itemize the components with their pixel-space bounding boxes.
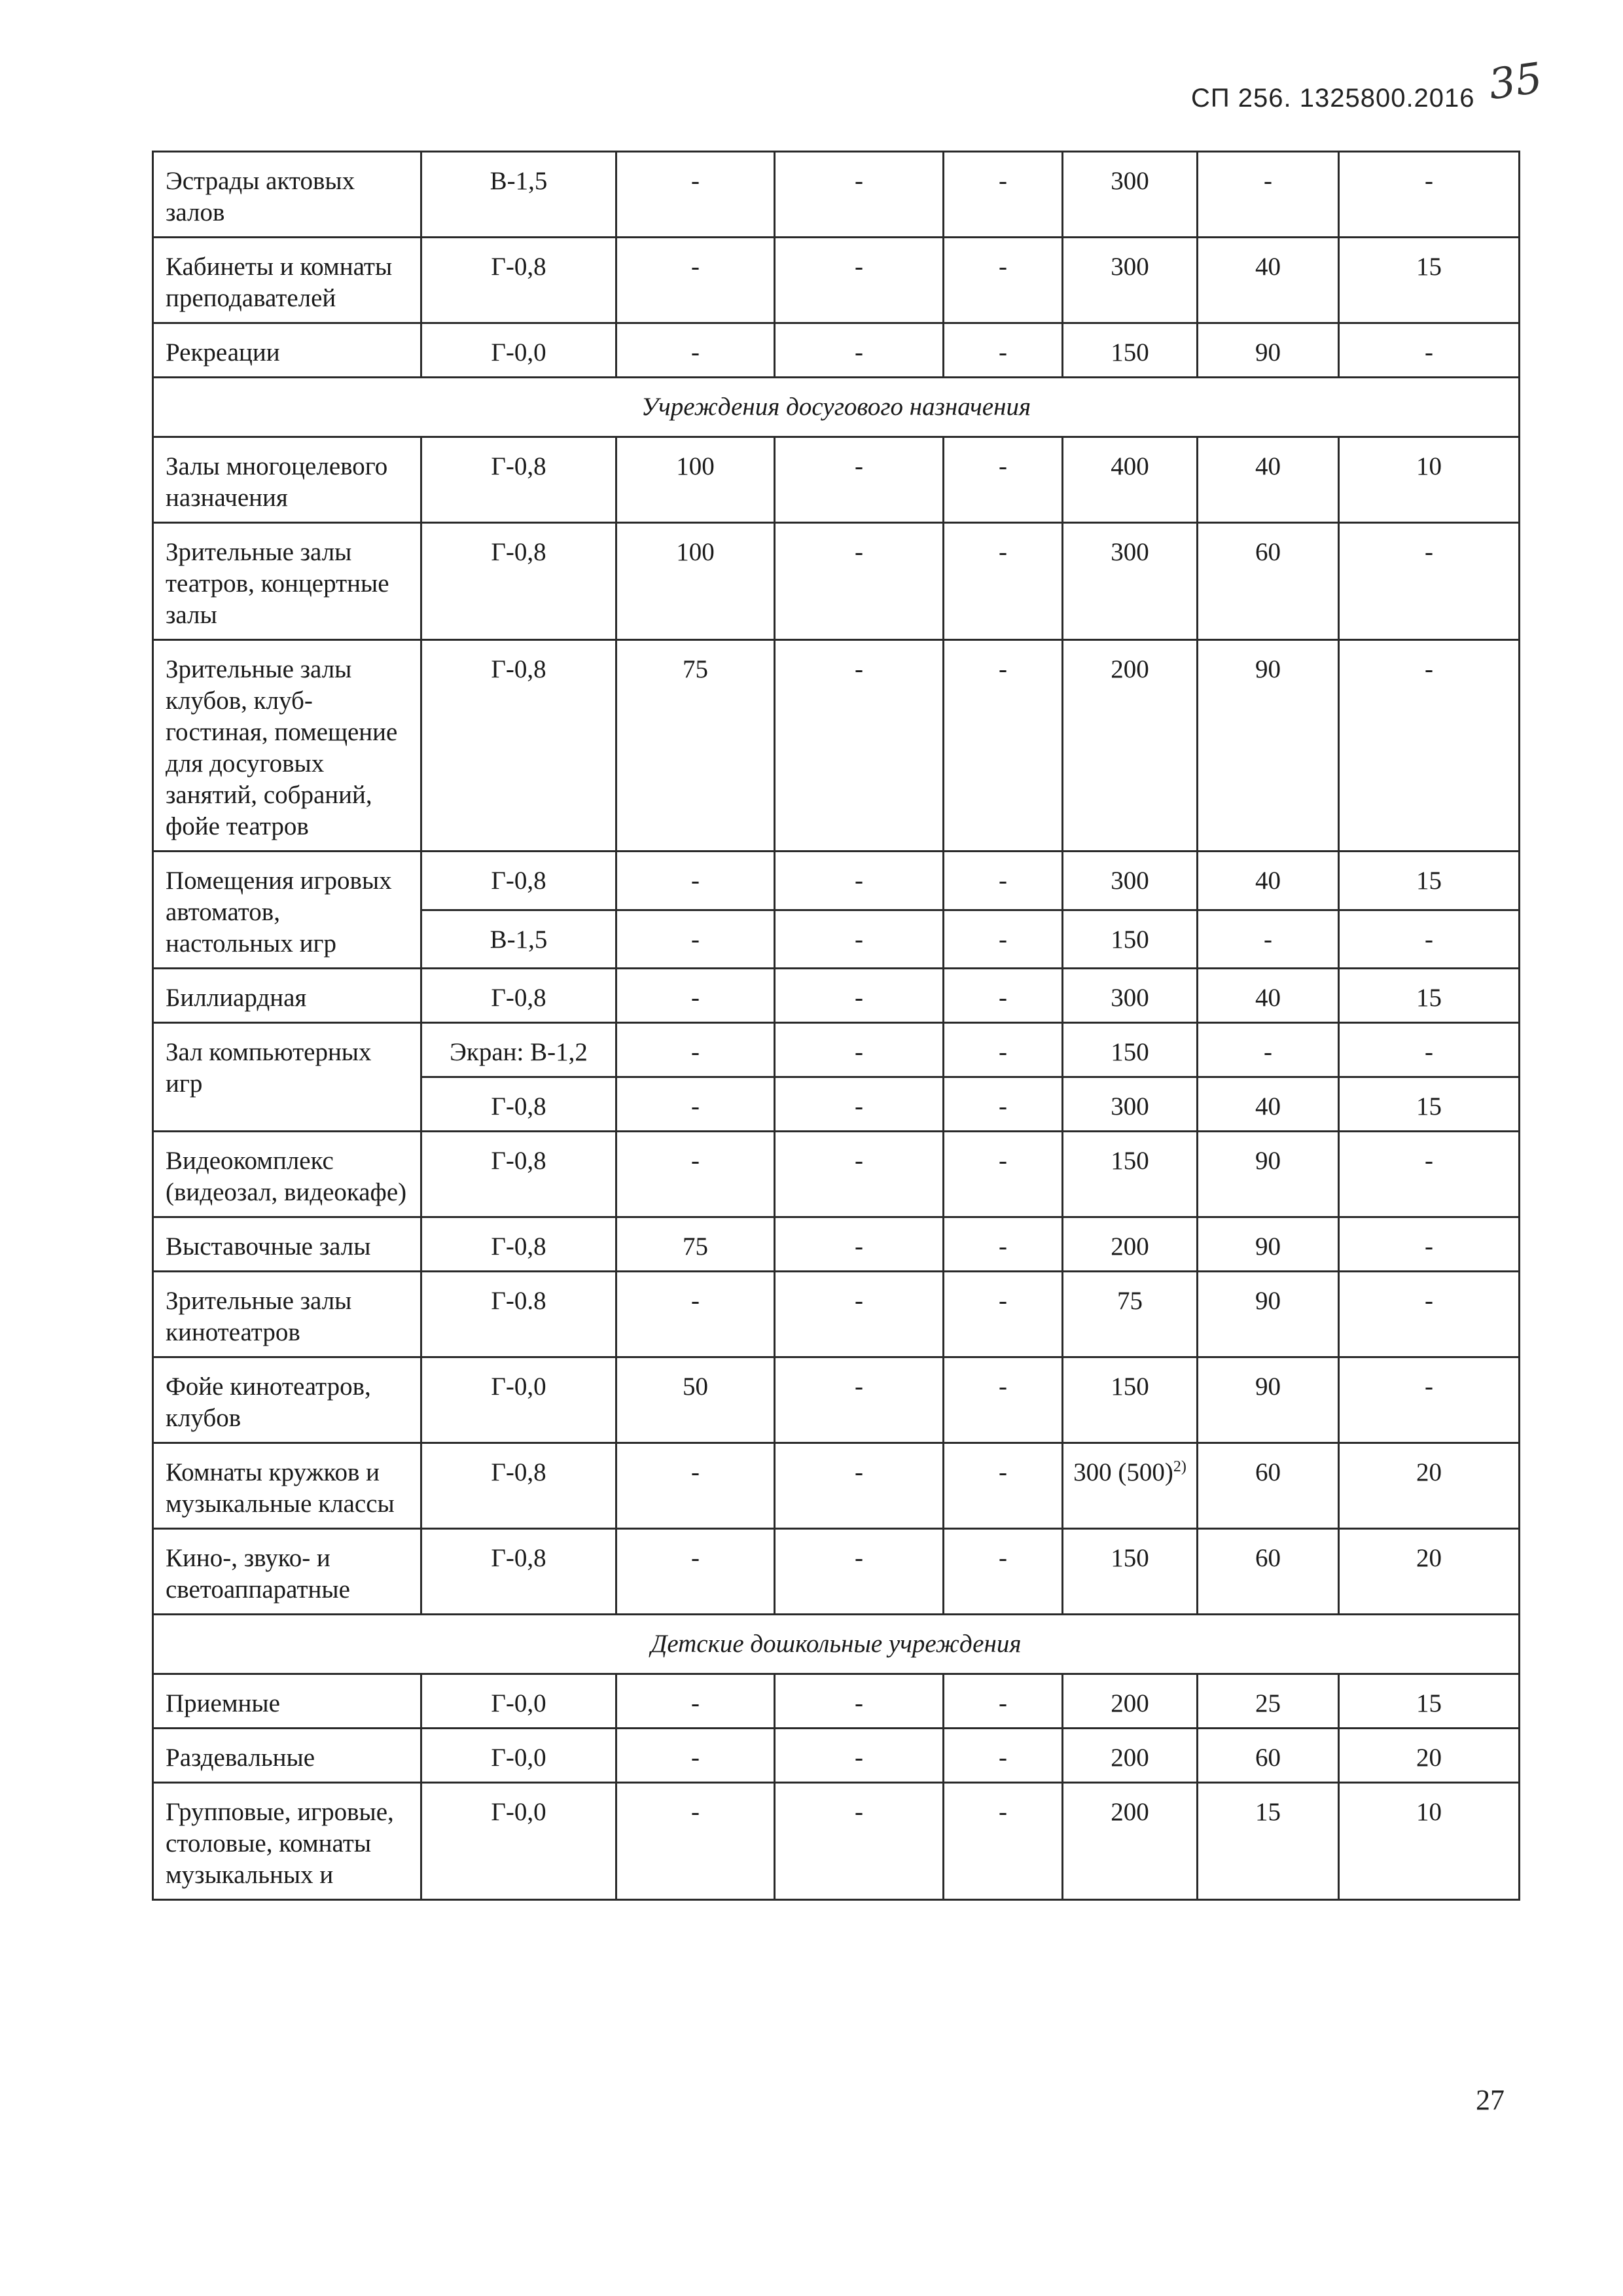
value-cell: Г-0,8 [421, 1217, 616, 1272]
table-row [153, 323, 1520, 378]
value-cell: 40 [1198, 437, 1339, 523]
value-cell: 60 [1198, 1443, 1339, 1529]
value-cell: - [944, 1443, 1063, 1529]
value-cell: - [944, 152, 1063, 238]
value-cell: 75 [1063, 1272, 1198, 1357]
value-cell: - [775, 437, 944, 523]
document-code: СП 256. 1325800.2016 [1191, 84, 1475, 113]
table-row [153, 852, 1520, 910]
value-cell: - [616, 852, 775, 910]
value-cell: - [1339, 1132, 1520, 1217]
room-type-cell: Залы многоцелевого назначения [153, 437, 421, 523]
value-cell: 60 [1198, 1529, 1339, 1615]
value-cell: - [775, 910, 944, 969]
value-cell: - [1339, 910, 1520, 969]
value-cell: - [944, 969, 1063, 1023]
value-cell: 60 [1198, 523, 1339, 640]
value-cell: - [944, 1729, 1063, 1783]
room-type-cell: Биллиардная [153, 969, 421, 1023]
value-cell: 15 [1339, 969, 1520, 1023]
value-cell: Г-0,8 [421, 852, 616, 910]
value-cell: - [616, 323, 775, 378]
value-cell: - [775, 238, 944, 323]
table-row [153, 1132, 1520, 1217]
value-cell: - [944, 523, 1063, 640]
value-cell: - [1339, 152, 1520, 238]
room-type-cell: Кабинеты и комнаты преподавателей [153, 238, 421, 323]
value-cell: 150 [1063, 910, 1198, 969]
table-row [153, 1272, 1520, 1357]
handwritten-page-mark: 35 [1486, 54, 1546, 110]
value-cell: - [1339, 323, 1520, 378]
value-cell: 90 [1198, 640, 1339, 852]
table-row [153, 1529, 1520, 1615]
room-type-cell: Видеокомплекс (видеозал, видеокафе) [153, 1132, 421, 1217]
room-type-cell: Помещения игровых автоматов, настольных игр [153, 852, 421, 969]
value-cell: - [944, 852, 1063, 910]
value-cell: - [944, 640, 1063, 852]
table-row [153, 1023, 1520, 1077]
value-cell: В-1,5 [421, 152, 616, 238]
value-cell: 400 [1063, 437, 1198, 523]
value-cell: - [775, 969, 944, 1023]
value-cell: 300 $(500)^{2)}$ [1063, 1443, 1198, 1529]
value-cell: - [775, 640, 944, 852]
value-cell: - [944, 437, 1063, 523]
value-cell: - [1339, 1272, 1520, 1357]
value-cell: - [616, 910, 775, 969]
value-cell: 15 [1339, 1077, 1520, 1132]
value-cell: - [616, 1783, 775, 1900]
table-row [153, 523, 1520, 640]
value-cell: - [775, 1132, 944, 1217]
table-row [153, 1443, 1520, 1529]
value-cell: - [944, 1272, 1063, 1357]
value-cell: - [616, 1674, 775, 1729]
value-cell: - [944, 910, 1063, 969]
value-cell: 150 [1063, 1529, 1198, 1615]
value-cell: - [944, 1529, 1063, 1615]
value-cell: 300 [1063, 1077, 1198, 1132]
value-cell: - [944, 238, 1063, 323]
value-cell: 90 [1198, 323, 1339, 378]
value-cell: 40 [1198, 969, 1339, 1023]
value-cell: 10 [1339, 1783, 1520, 1900]
value-cell: 20 [1339, 1443, 1520, 1529]
value-cell: - [775, 1217, 944, 1272]
table-row [153, 640, 1520, 852]
value-cell: 15 [1339, 852, 1520, 910]
value-cell: Экран: В-1,2 [421, 1023, 616, 1077]
value-cell: Г-0,0 [421, 1783, 616, 1900]
room-type-cell: Раздевальные [153, 1729, 421, 1783]
value-cell: 150 [1063, 1132, 1198, 1217]
value-cell: - [1339, 1217, 1520, 1272]
value-cell: - [1339, 1023, 1520, 1077]
footnote-marker: 2) [1173, 1458, 1186, 1475]
value-cell: 20 [1339, 1529, 1520, 1615]
value-cell: - [616, 1529, 775, 1615]
table-row [153, 437, 1520, 523]
value-cell: Г-0,0 [421, 323, 616, 378]
value-cell: - [616, 1729, 775, 1783]
value-cell: Г-0,8 [421, 238, 616, 323]
value-cell: 200 [1063, 1217, 1198, 1272]
room-type-cell: Зрительные залы кинотеатров [153, 1272, 421, 1357]
value-cell: - [775, 1674, 944, 1729]
value-cell: - [944, 1217, 1063, 1272]
value-cell: 150 [1063, 323, 1198, 378]
value-cell: 50 [616, 1357, 775, 1443]
value-cell: - [775, 1783, 944, 1900]
room-type-cell: Групповые, игровые, столовые, комнаты музыкальных и [153, 1783, 421, 1900]
value-cell: - [1198, 910, 1339, 969]
value-cell: 15 [1339, 1674, 1520, 1729]
value-cell: - [1198, 1023, 1339, 1077]
value-cell: 90 [1198, 1217, 1339, 1272]
value-cell: 300 [1063, 152, 1198, 238]
value-cell: - [1339, 523, 1520, 640]
table-row [153, 152, 1520, 238]
value-cell: - [944, 1783, 1063, 1900]
value-cell: - [775, 1443, 944, 1529]
value-cell: 75 [616, 640, 775, 852]
room-type-cell: Кино-, звуко- и светоаппаратные [153, 1529, 421, 1615]
value-cell: - [1198, 152, 1339, 238]
value-cell: - [616, 152, 775, 238]
page-number: 27 [1476, 2084, 1505, 2116]
value-cell: 200 [1063, 1729, 1198, 1783]
room-type-cell: Фойе кинотеатров, клубов [153, 1357, 421, 1443]
norms-table [152, 151, 1520, 1901]
value-cell: 300 [1063, 238, 1198, 323]
value-cell: - [616, 238, 775, 323]
table-row [153, 1674, 1520, 1729]
value-cell: Г-0,0 [421, 1674, 616, 1729]
value-cell: - [775, 1529, 944, 1615]
table-row [153, 969, 1520, 1023]
value-cell: - [775, 1357, 944, 1443]
value-cell: 25 [1198, 1674, 1339, 1729]
value-cell: 75 [616, 1217, 775, 1272]
value-cell: 200 [1063, 1783, 1198, 1900]
value-cell: 100 [616, 523, 775, 640]
section-row [153, 1615, 1520, 1674]
value-cell: 40 [1198, 238, 1339, 323]
value-cell: - [944, 323, 1063, 378]
value-cell: Г-0,0 [421, 1357, 616, 1443]
value-cell: - [775, 852, 944, 910]
room-type-cell: Зрительные залы театров, концертные залы [153, 523, 421, 640]
room-type-cell: Комнаты кружков и музыкальные классы [153, 1443, 421, 1529]
table-row [153, 1783, 1520, 1900]
value-cell: - [775, 323, 944, 378]
value-cell: - [616, 969, 775, 1023]
value-cell: Г-0,8 [421, 969, 616, 1023]
room-type-cell: Зрительные залы клубов, клуб-гостиная, помещение для досуговых занятий, собраний, фойе театров [153, 640, 421, 852]
value-cell: - [616, 1023, 775, 1077]
section-row [153, 378, 1520, 437]
value-cell: Г-0.8 [421, 1272, 616, 1357]
value-cell: 300 [1063, 523, 1198, 640]
room-type-cell: Эстрады актовых залов [153, 152, 421, 238]
value-cell: 300 [1063, 852, 1198, 910]
value-cell: 150 [1063, 1357, 1198, 1443]
value-cell: 100 [616, 437, 775, 523]
table-row [153, 238, 1520, 323]
value-cell: 40 [1198, 1077, 1339, 1132]
value-cell: Г-0,8 [421, 1443, 616, 1529]
value-cell: 60 [1198, 1729, 1339, 1783]
value-cell: - [775, 1023, 944, 1077]
value-cell: 90 [1198, 1357, 1339, 1443]
value-cell: - [775, 152, 944, 238]
value-cell: - [944, 1674, 1063, 1729]
value-cell: - [616, 1132, 775, 1217]
value-cell: Г-0,8 [421, 1132, 616, 1217]
value-cell: - [1339, 640, 1520, 852]
value-cell: Г-0,8 [421, 523, 616, 640]
table-row [153, 1357, 1520, 1443]
value-cell: 15 [1198, 1783, 1339, 1900]
value-cell: - [944, 1077, 1063, 1132]
value-cell: 15 [1339, 238, 1520, 323]
value-cell: 200 [1063, 640, 1198, 852]
value-cell: Г-0,8 [421, 1077, 616, 1132]
value-cell: - [944, 1357, 1063, 1443]
value-cell: 90 [1198, 1132, 1339, 1217]
room-type-cell: Рекреации [153, 323, 421, 378]
value-cell: - [944, 1132, 1063, 1217]
value-cell: 20 [1339, 1729, 1520, 1783]
value-cell: - [775, 1077, 944, 1132]
value-cell: - [616, 1443, 775, 1529]
value-cell: Г-0,8 [421, 437, 616, 523]
value-cell: 150 [1063, 1023, 1198, 1077]
value-cell: - [944, 1023, 1063, 1077]
value-cell: 200 [1063, 1674, 1198, 1729]
value-cell: - [775, 523, 944, 640]
value-cell: - [1339, 1357, 1520, 1443]
room-type-cell: Выставочные залы [153, 1217, 421, 1272]
value-cell: Г-0,0 [421, 1729, 616, 1783]
value-cell: 40 [1198, 852, 1339, 910]
value-cell: - [616, 1077, 775, 1132]
value-cell: - [775, 1729, 944, 1783]
section-title: Учреждения досугового назначения [153, 378, 1520, 437]
value-cell: Г-0,8 [421, 640, 616, 852]
value-cell: В-1,5 [421, 910, 616, 969]
section-title: Детские дошкольные учреждения [153, 1615, 1520, 1674]
table-row [153, 1729, 1520, 1783]
value-cell: 90 [1198, 1272, 1339, 1357]
value-cell: - [775, 1272, 944, 1357]
value-cell: 300 [1063, 969, 1198, 1023]
value-cell: 10 [1339, 437, 1520, 523]
table-row [153, 1217, 1520, 1272]
value-cell: - [616, 1272, 775, 1357]
room-type-cell: Приемные [153, 1674, 421, 1729]
value-cell: Г-0,8 [421, 1529, 616, 1615]
room-type-cell: Зал компьютерных игр [153, 1023, 421, 1132]
